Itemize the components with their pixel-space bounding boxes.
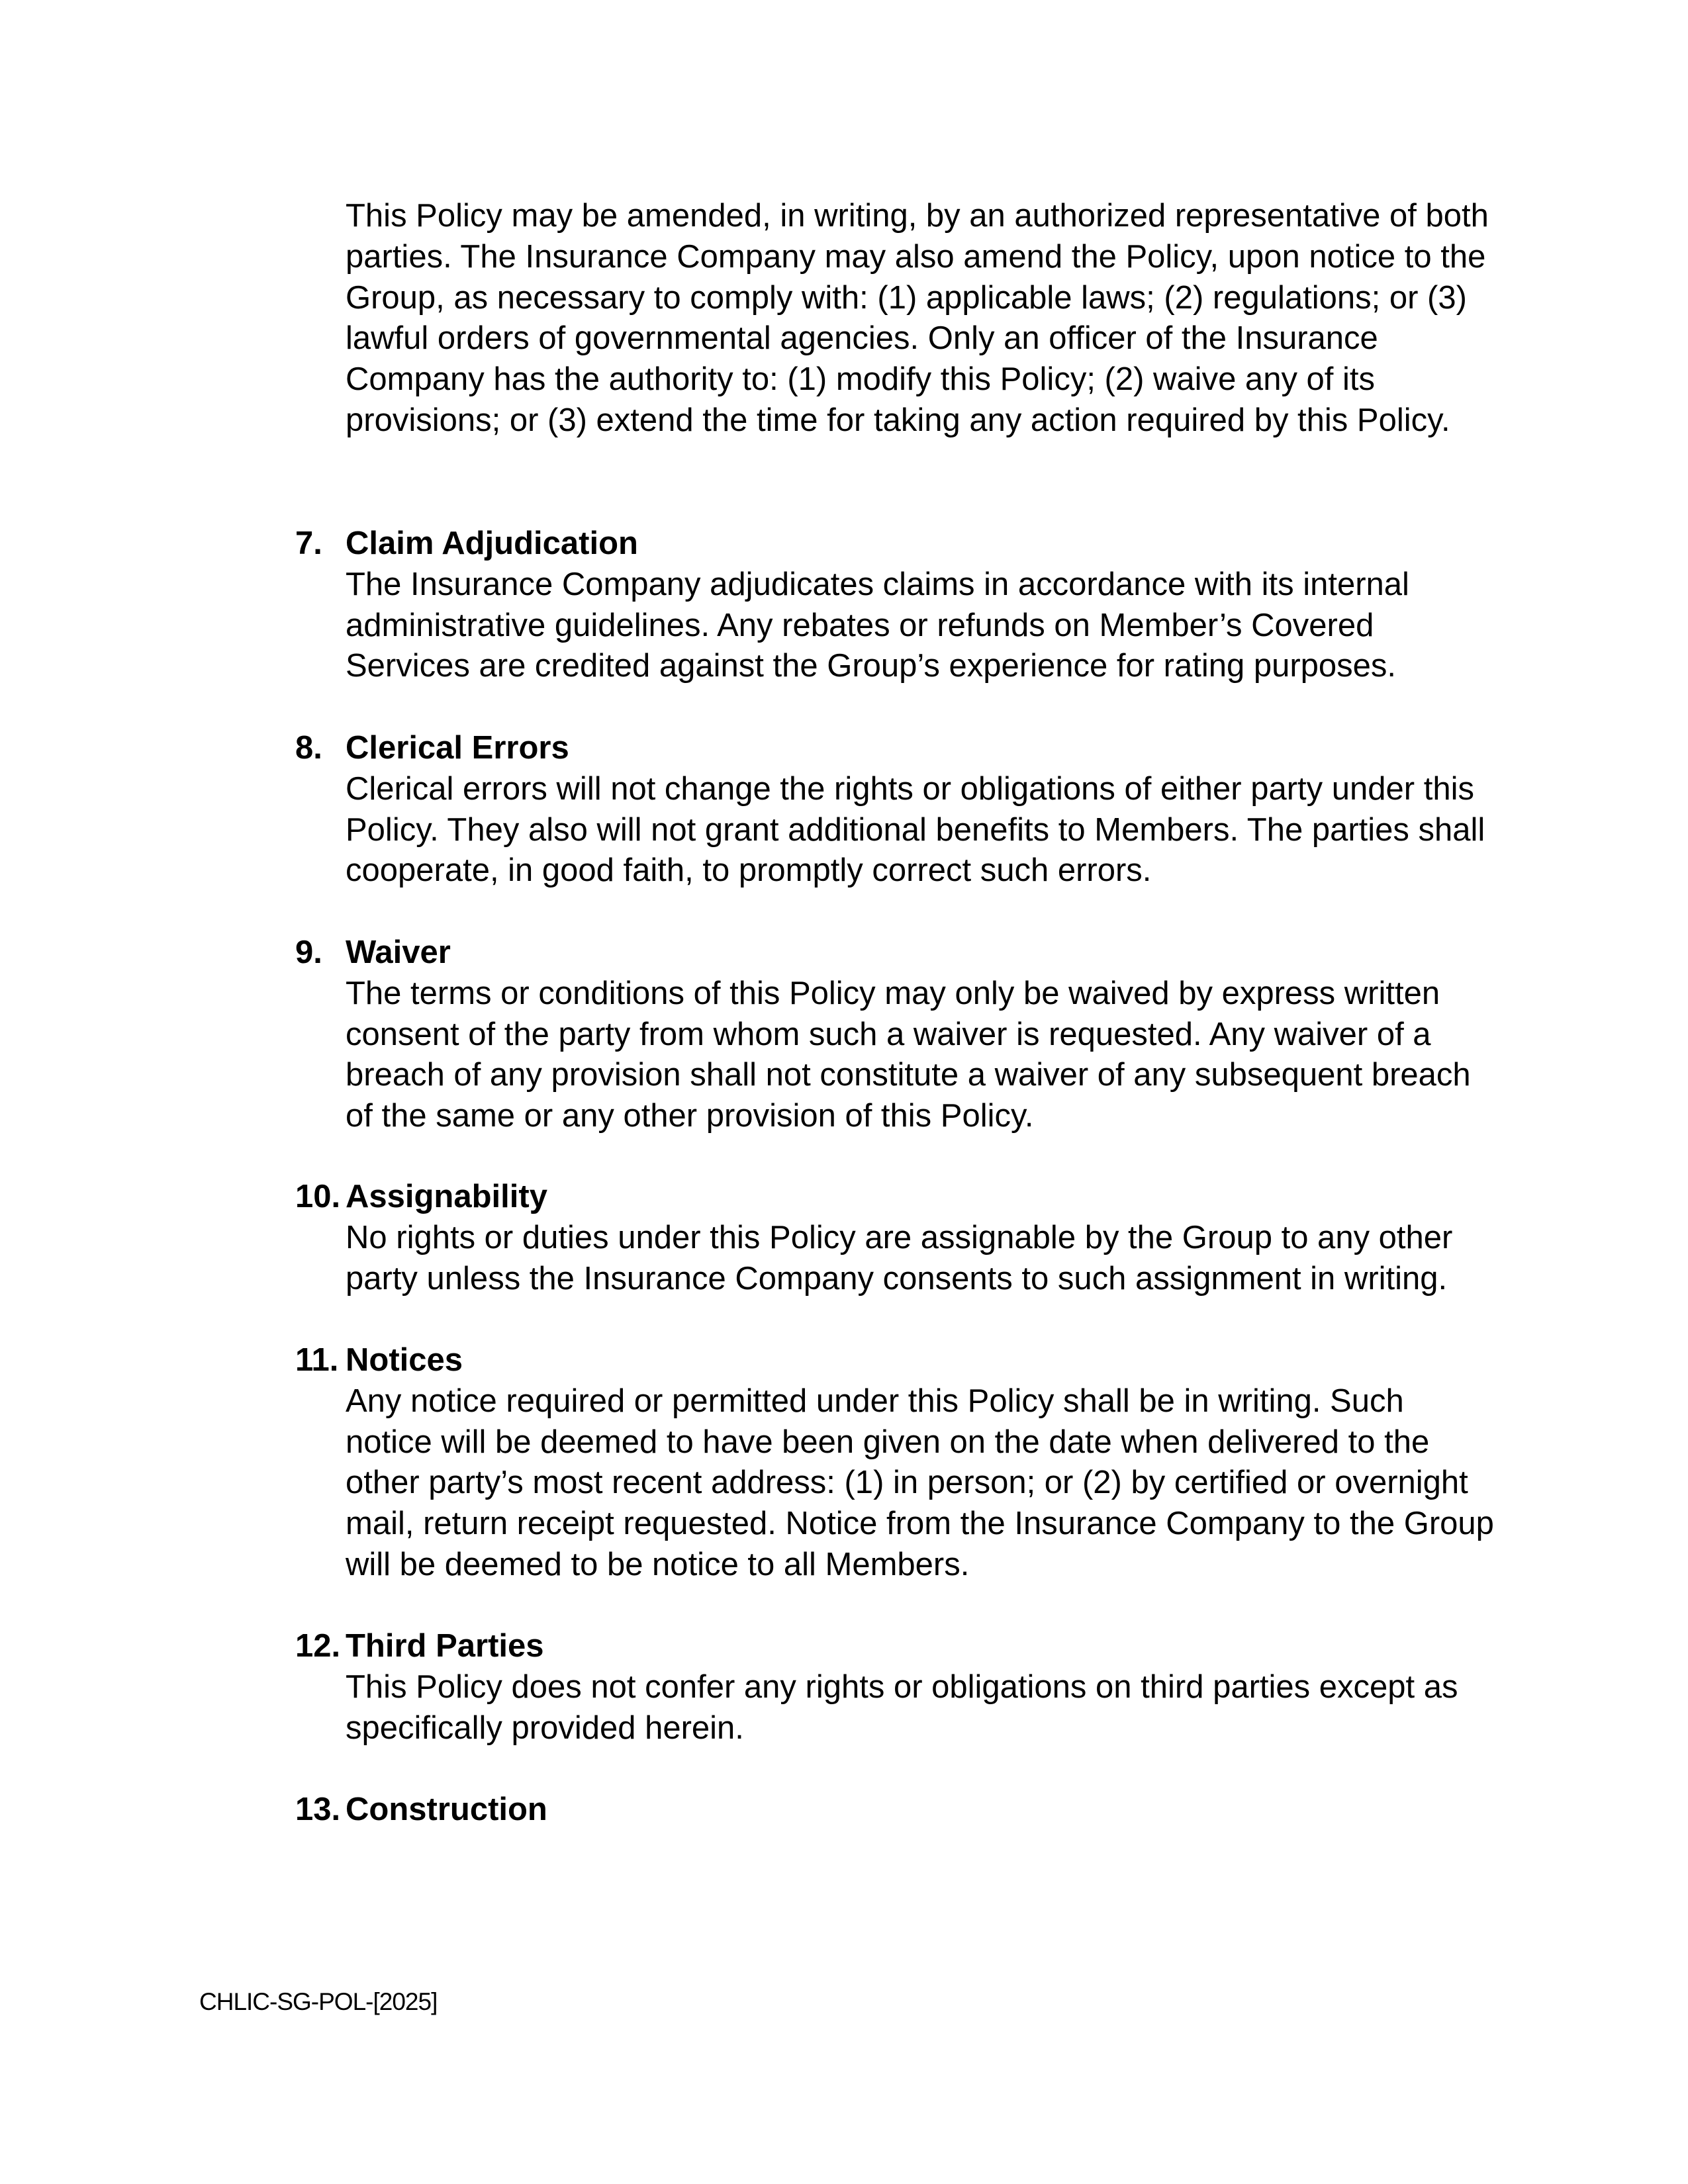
section-title: Waiver [346,934,451,970]
section-body: This Policy does not confer any rights or obligations on third parties except as specifically provided herein. [346,1668,1458,1746]
section-heading [295,728,1507,769]
section-number: 10. [295,1179,341,1214]
section-title: Notices [346,1342,463,1378]
section-number: 7. [295,525,322,561]
section-assignability [295,1177,1507,1299]
section-title: Construction [346,1792,547,1827]
section-body: The Insurance Company adjudicates claims in accordance with its internal administrative guidelines. Any rebates or refunds on Member’s Covered Services are credited against the Group’s experience for rating purposes. [346,566,1409,684]
section-heading [295,523,1507,565]
section-heading [295,933,1507,974]
section-heading [295,1790,1507,1831]
section-third-parties [295,1626,1507,1749]
section-title: Clerical Errors [346,730,569,766]
section-number: 8. [295,730,322,766]
section-body: Clerical errors will not change the rights or obligations of either party under this Policy. They also will not grant additional benefits to Members. The parties shall cooperate, in good faith, to promptly correct such errors. [346,770,1485,889]
section-number: 13. [295,1792,341,1827]
section-body: The terms or conditions of this Policy may only be waived by express written consent of the party from whom such a waiver is requested. Any waiver of a breach of any provision shall not constitute a waiver of any subsequent breach of the same or any other provision of this Policy. [346,975,1471,1134]
section-heading [295,1340,1507,1381]
footer-document-code: CHLIC-SG-POL-[2025] [199,1988,438,2015]
section-number: 11. [295,1342,339,1378]
section-body: No rights or duties under this Policy are assignable by the Group to any other party unless the Insurance Company consents to such assignment in writing. [346,1219,1453,1297]
section-number: 12. [295,1628,341,1664]
section-heading [295,1626,1507,1667]
section-body: Any notice required or permitted under this Policy shall be in writing. Such notice will be deemed to have been given on the date when delivered to the other party’s most recent address: (1) in person; or (2) by certified or overnight mail, return receipt requested. Notice from the Insurance Company to the Group will be deemed to be notice to all Members. [346,1383,1494,1582]
section-notices [295,1340,1507,1586]
section-claim-adjudication [295,523,1507,687]
section-waiver [295,933,1507,1137]
section-number: 9. [295,934,322,970]
section-title: Claim Adjudication [346,525,638,561]
section-heading [295,1177,1507,1218]
section-construction [295,1790,1507,1831]
section-clerical-errors [295,728,1507,891]
intro-paragraph: This Policy may be amended, in writing, by an authorized representative of both parties. The Insurance Company may also amend the Policy, upon notice to the Group, as necessary to comply with: (1) applicable laws; (2) regulations; or (3) lawful orders of governmental agencies. Only an officer of the Insurance Company has the authority to: (1) modify this Policy; (2) waive any of its provisions; or (3) extend the time for taking any action required by this Policy. [346,198,1489,438]
section-title: Third Parties [346,1628,544,1664]
section-title: Assignability [346,1179,547,1214]
